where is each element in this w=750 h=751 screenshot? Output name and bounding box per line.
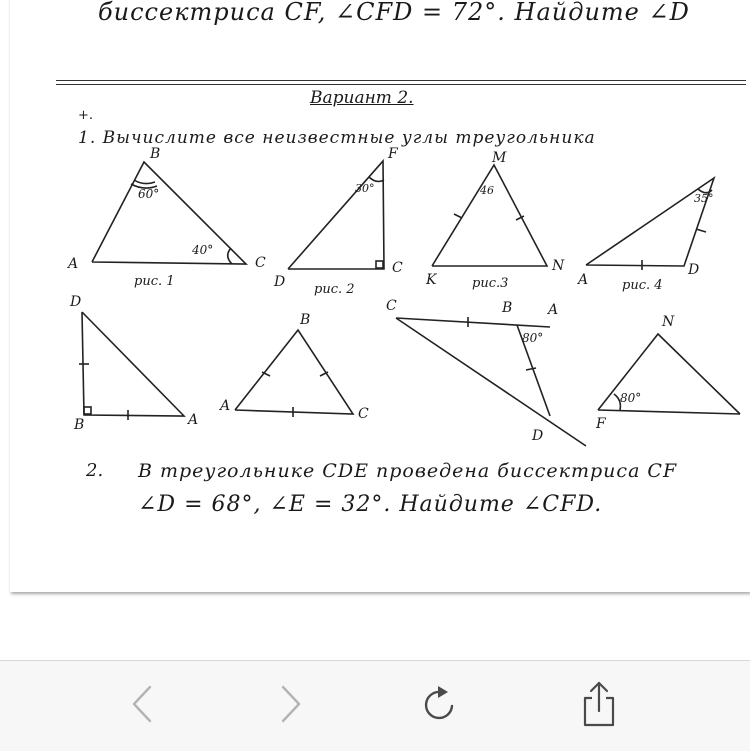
fig7-vertex-c: C <box>386 298 397 314</box>
fig4-caption: рис. 4 <box>622 278 663 293</box>
fig3-vertex-m: M <box>492 150 507 166</box>
fig3-vertex-k: K <box>426 272 437 288</box>
variant-title: Вариант 2. <box>310 88 414 108</box>
fig3-angle-m: 46 <box>480 184 494 197</box>
triangle-fig5 <box>82 312 184 416</box>
reload-icon <box>418 682 462 726</box>
fig7-angle: 80° <box>522 331 544 345</box>
reload-button[interactable] <box>415 679 465 729</box>
fig1-angle-c: 40° <box>192 243 214 257</box>
fig5-vertex-a: A <box>188 412 199 428</box>
task1-text: 1. Вычислите все неизвестные углы треугольника <box>78 128 596 148</box>
fig1-angle-b: 60° <box>138 187 160 201</box>
fig1-caption: рис. 1 <box>134 274 175 289</box>
fig7-vertex-b: B <box>502 300 513 316</box>
fig5-vertex-b: B <box>74 417 85 433</box>
chevron-left-icon <box>128 684 158 724</box>
fig2-vertex-f: F <box>388 146 398 162</box>
fig6-vertex-a: A <box>220 398 231 414</box>
task2-text-line2: ∠D = 68°, ∠E = 32°. Найдите ∠CFD. <box>138 492 603 517</box>
fig7-vertex-a: A <box>548 302 559 318</box>
fig2-vertex-d: D <box>274 274 286 290</box>
fig6-vertex-c: C <box>358 406 369 422</box>
triangle-fig6 <box>235 330 353 414</box>
fig2-vertex-c: C <box>392 260 403 276</box>
fig1-vertex-a: A <box>68 256 79 272</box>
margin-marker: +. <box>78 108 94 123</box>
fig1-vertex-c: C <box>255 255 266 271</box>
fig6-vertex-b: B <box>300 312 311 328</box>
worksheet-photo <box>10 0 750 592</box>
fig2-caption: рис. 2 <box>314 282 355 297</box>
triangle-fig3 <box>432 165 547 266</box>
forward-button[interactable] <box>265 679 315 729</box>
share-button[interactable] <box>574 679 624 729</box>
fig4-vertex-d: D <box>688 262 700 278</box>
divider-line <box>56 80 746 81</box>
chevron-right-icon <box>275 684 305 724</box>
divider-line <box>56 84 746 85</box>
task2-text-line1: В треугольнике CDE проведена биссектриса CF <box>138 460 678 482</box>
fig3-caption: рис.3 <box>472 276 509 291</box>
fig8-angle: 80° <box>620 391 642 405</box>
task2-number: 2. <box>86 460 104 481</box>
triangle-figures <box>10 144 750 592</box>
browser-toolbar <box>0 660 750 751</box>
fig2-angle-f: 30° <box>355 182 375 195</box>
fig8-vertex-n: N <box>662 314 675 330</box>
share-icon <box>577 679 621 729</box>
fig4-vertex-a: A <box>578 272 589 288</box>
fig3-vertex-n: N <box>552 258 565 274</box>
fig7-vertex-d: D <box>532 428 544 444</box>
triangle-fig1 <box>92 162 246 264</box>
segment-cd <box>396 318 586 446</box>
fig5-vertex-d: D <box>70 294 82 310</box>
fig4-angle: 35° <box>694 192 714 205</box>
segment-ca <box>396 318 550 327</box>
fig8-vertex-f: F <box>596 416 606 432</box>
previous-variant-text: биссектриса CF, ∠CFD = 72°. Найдите ∠D <box>98 0 690 26</box>
fig1-vertex-b: B <box>150 146 161 162</box>
back-button[interactable] <box>118 679 168 729</box>
